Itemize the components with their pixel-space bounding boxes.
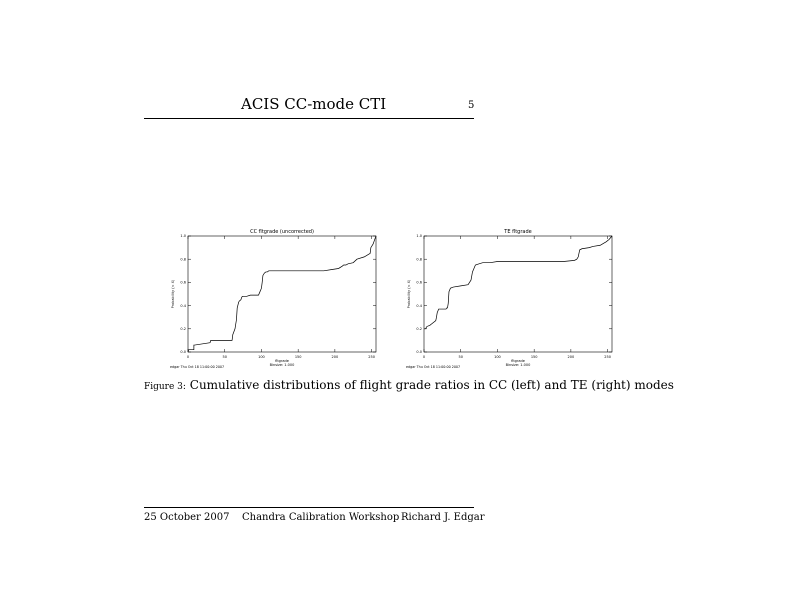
x-tick-label: 150: [294, 355, 302, 359]
x-tick-label: 200: [567, 355, 575, 359]
y-tick-label: 1.0: [180, 234, 186, 239]
x-tick-label: 250: [604, 355, 611, 359]
chart-title: TE fltgrade: [504, 229, 532, 235]
plot-footnote: edgar Thu Oct 18 11:00:00 2007: [170, 365, 225, 369]
x-tick-label: 50: [222, 355, 227, 359]
chart-title: CC fltgrade (uncorrected): [250, 229, 314, 235]
y-tick-label: 0.4: [416, 303, 422, 308]
x-tick-label: 0: [422, 355, 426, 359]
y-tick-label: 0.8: [416, 257, 422, 262]
figure-caption: [144, 378, 674, 392]
plot-frame: [188, 236, 376, 352]
plot-frame: [424, 236, 612, 352]
page-header-title: ACIS CC-mode CTI: [241, 95, 387, 113]
x-tick-label: 100: [494, 355, 501, 359]
x-tick-label: 100: [258, 355, 265, 359]
x-axis-label: fltgrade: [275, 359, 289, 363]
plot-footnote: edgar Thu Oct 18 11:00:00 2007: [406, 365, 461, 369]
caption-label: Figure 3:: [144, 382, 186, 392]
x-axis-label: fltgrade: [511, 359, 525, 363]
caption-text: Cumulative distributions of flight grade ratios in CC (left) and TE (right) modes: [189, 378, 674, 392]
x-tick-label: 250: [368, 355, 375, 359]
x-tick-label: 50: [458, 355, 463, 359]
cumulative-distribution-line: [188, 236, 376, 352]
te-fltgrade-chart: [406, 226, 621, 374]
y-tick-label: 0.6: [180, 280, 186, 285]
footer-date: 25 October 2007: [144, 512, 230, 523]
y-tick-label: 0.8: [180, 257, 186, 262]
x-tick-label: 0: [186, 355, 190, 359]
x-axis-binsize: Binsize: 1.000: [269, 363, 295, 367]
y-tick-label: 0.4: [180, 303, 186, 308]
y-tick-label: 0.2: [416, 327, 422, 331]
y-tick-label: 0.6: [416, 280, 422, 285]
y-axis-label: Probability (< X): [407, 279, 411, 309]
y-tick-label: 0.2: [180, 327, 186, 331]
footer-event: Chandra Calibration Workshop: [242, 512, 400, 523]
y-tick-label: 0.0: [180, 350, 186, 355]
x-tick-label: 150: [530, 355, 538, 359]
y-axis-label: Probability (< X): [171, 279, 175, 309]
page-number: 5: [468, 100, 475, 111]
x-tick-label: 200: [331, 355, 339, 359]
cumulative-distribution-line: [424, 236, 612, 329]
y-tick-label: 1.0: [416, 234, 422, 239]
header-rule: [144, 118, 474, 119]
x-axis-binsize: Binsize: 1.000: [505, 363, 531, 367]
footer-author: Richard J. Edgar: [401, 512, 485, 523]
footer-rule: [144, 507, 474, 508]
y-tick-label: 0.0: [416, 350, 422, 355]
cc-fltgrade-chart: [170, 226, 385, 374]
